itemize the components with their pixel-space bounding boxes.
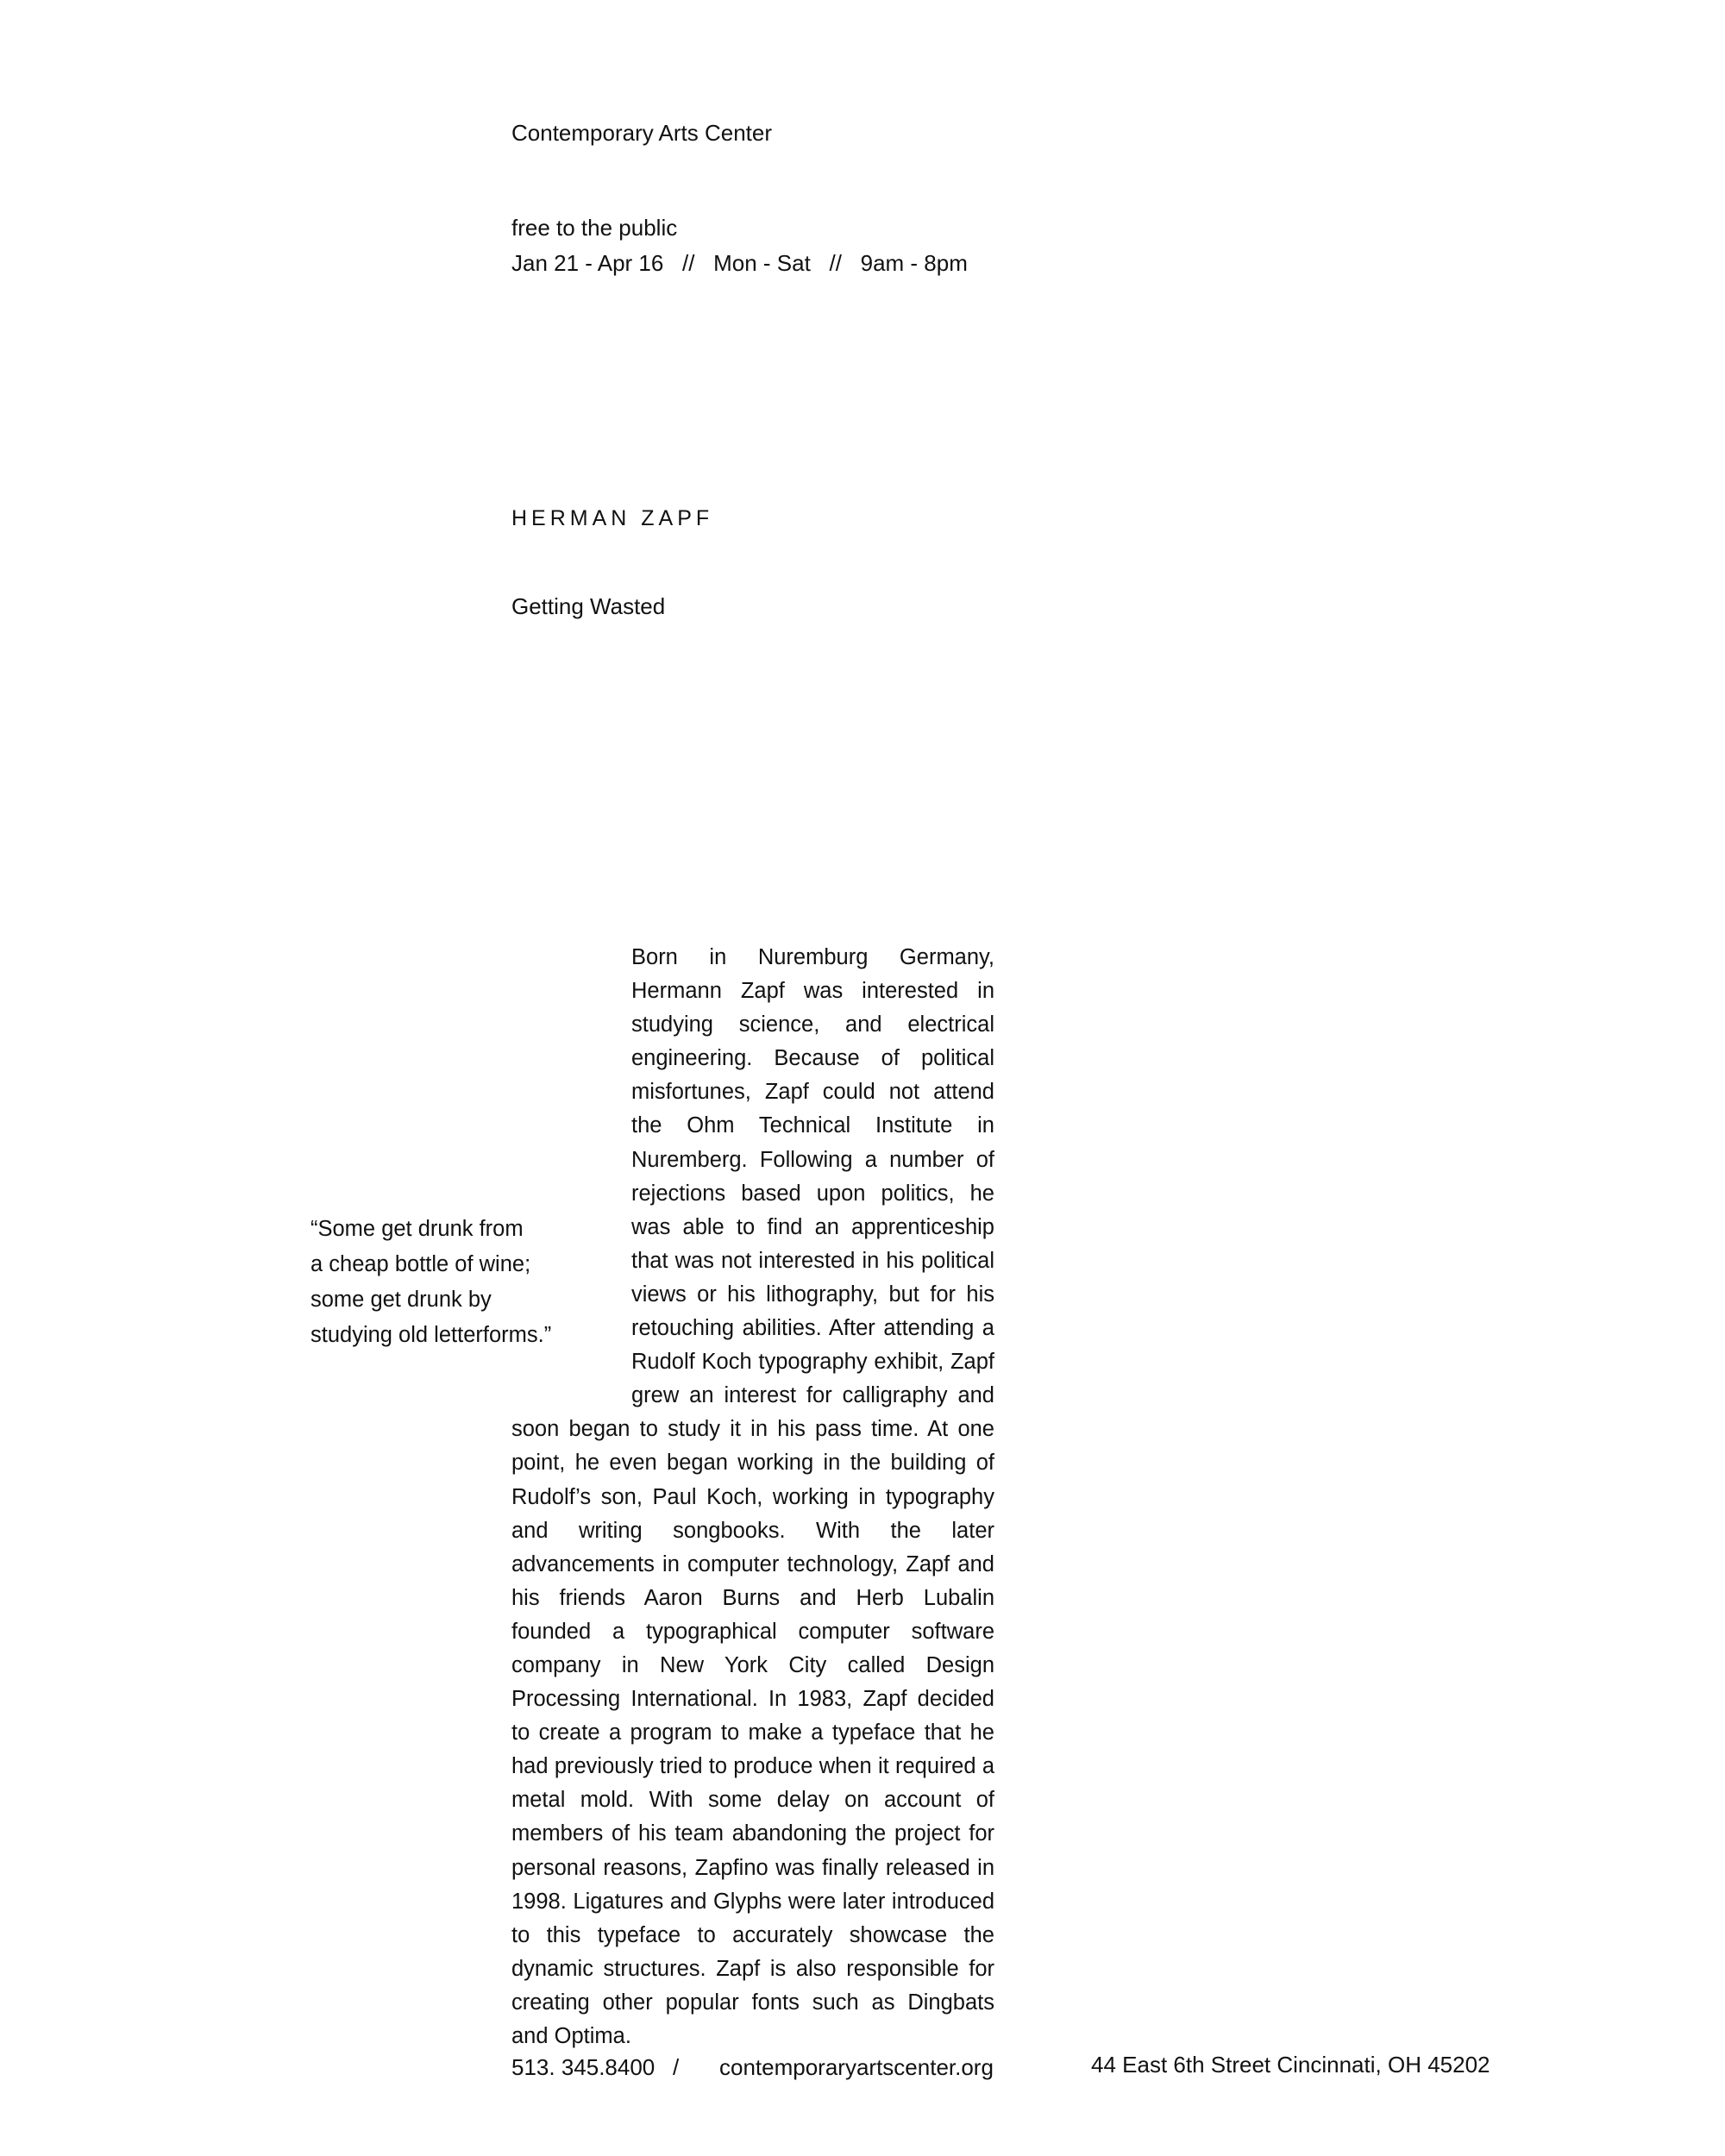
pull-quote-line: some get drunk by: [310, 1288, 492, 1312]
phone-number: 513. 345.8400: [511, 2054, 656, 2080]
street-address: 44 East 6th Street Cincinnati, OH 45202: [1091, 2052, 1490, 2078]
footer-separator: /: [673, 2054, 680, 2080]
biography-text: Born in Nuremburg Germany, Hermann Zapf was interested in studying science, and electrical engineering. Because of political misfortunes, Zapf could not attend the Ohm Technical Institute in Nuremberg. Following a number of rejections based upon politics, he was able to find an apprenticeship that was not interested in his political views or his lithography, but for his retouching abilities. After attending a Rudolf Koch typography exhibit, Zapf grew an interest for calligraphy and soon began to study it in his pass time. At one point, he even began working in the building of Rudolf’s son, Paul Koch, working in typography and writing songbooks. With the later advancements in computer technology, Zapf and his friends Aaron Burns and Herb Lubalin founded a typographical computer software company in New York City called Design Processing International. In 1983, Zapf decided to create a program to make a typeface that he had previously tried to produce when it required a metal mold. With some delay on account of members of his team abandoning the project for personal reasons, Zapfino was finally released in 1998. Ligatures and Glyphs were later introduced to this typeface to accurately showcase the dynamic structures. Zapf is also responsible for creating other popular fonts such as Dingbats and Optima.: [511, 945, 994, 2048]
pull-quote-line: a cheap bottle of wine;: [310, 1252, 531, 1276]
exhibition-title: Getting Wasted: [511, 593, 666, 619]
venue-name: Contemporary Arts Center: [511, 120, 773, 146]
artist-name: HERMAN ZAPF: [511, 506, 714, 530]
biography-section: [511, 941, 994, 2053]
pull-quote-line: “Some get drunk from: [310, 1217, 524, 1241]
exhibition-schedule: Jan 21 - Apr 16 // Mon - Sat // 9am - 8pm: [511, 250, 968, 276]
website-link: contemporaryartscenter.org: [719, 2054, 994, 2080]
pull-quote: [310, 1212, 586, 1353]
admission-note: free to the public: [511, 215, 678, 241]
pull-quote-line: studying old letterforms.”: [310, 1323, 552, 1347]
